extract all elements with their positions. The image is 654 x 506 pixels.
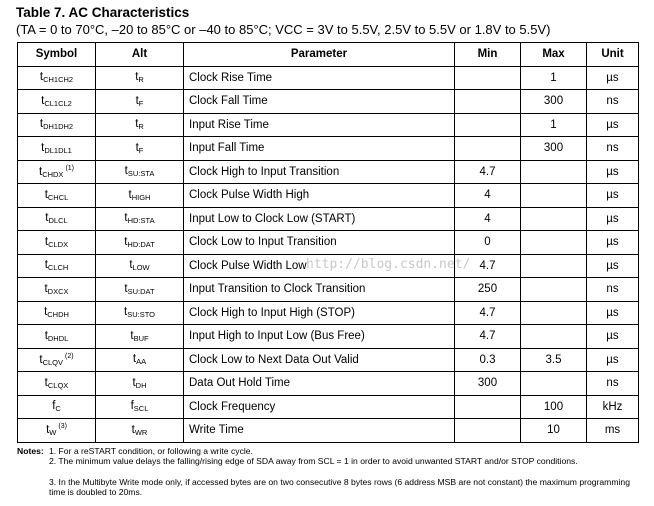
unit-cell: µs — [587, 207, 639, 231]
parameter-cell: Clock Low to Input Transition — [184, 231, 455, 255]
symbol-cell — [18, 113, 96, 137]
min-cell — [455, 419, 521, 443]
header-max: Max — [521, 43, 587, 67]
symbol-cell — [18, 372, 96, 396]
alt-subscript: SCL — [133, 404, 149, 414]
table-row — [18, 207, 639, 231]
max-cell — [521, 207, 587, 231]
max-cell — [521, 372, 587, 396]
max-cell — [521, 325, 587, 349]
symbol-subscript: CH1CH2 — [43, 75, 74, 85]
alt-cell — [96, 301, 184, 325]
symbol-cell — [18, 90, 96, 114]
symbol-subscript: CLDX — [48, 239, 69, 249]
alt-letter: t — [132, 376, 136, 389]
alt-letter: t — [124, 212, 128, 225]
symbol-cell — [18, 301, 96, 325]
parameter-cell: Input Transition to Clock Transition — [184, 278, 455, 302]
symbol-note-ref: (1) — [65, 164, 75, 172]
note-3: 3. In the Multibyte Write mode only, if accessed bytes are on two consecutive 8 bytes rows (6 address MSB are not constant) the maximum programming time is doubled to 20ms. — [49, 477, 630, 498]
max-cell — [521, 160, 587, 184]
parameter-cell: Clock Rise Time — [184, 66, 455, 90]
alt-cell — [96, 419, 184, 443]
alt-subscript: HD:DAT — [127, 239, 155, 249]
symbol-letter: t — [45, 212, 49, 225]
symbol-letter: t — [44, 259, 48, 272]
max-cell: 10 — [521, 419, 587, 443]
unit-cell: µs — [587, 66, 639, 90]
symbol-cell — [18, 160, 96, 184]
unit-cell: µs — [587, 184, 639, 208]
symbol-subscript: DHDL — [47, 333, 69, 343]
symbol-letter: t — [46, 424, 50, 437]
max-cell: 300 — [521, 137, 587, 161]
max-cell: 100 — [521, 395, 587, 419]
min-cell: 4.7 — [455, 325, 521, 349]
parameter-cell: Clock Pulse Width High — [184, 184, 455, 208]
min-cell: 0.3 — [455, 348, 521, 372]
table-row — [18, 113, 639, 137]
symbol-subscript: CHDH — [47, 310, 69, 320]
symbol-subscript: CHDX — [42, 169, 64, 179]
header-alt: Alt — [96, 43, 184, 67]
unit-cell: µs — [587, 160, 639, 184]
symbol-letter: f — [52, 400, 56, 413]
alt-letter: t — [128, 188, 132, 201]
alt-subscript: AA — [136, 357, 147, 367]
alt-cell — [96, 90, 184, 114]
symbol-cell — [18, 395, 96, 419]
unit-cell: µs — [587, 231, 639, 255]
symbol-note-ref: (2) — [65, 352, 74, 360]
symbol-note-ref: (3) — [58, 423, 67, 431]
alt-letter: f — [130, 400, 134, 413]
table-row — [18, 66, 639, 90]
parameter-cell: Write Time — [184, 419, 455, 443]
table-row — [18, 419, 639, 443]
unit-cell: ns — [587, 372, 639, 396]
note-1: 1. For a reSTART condition, or following a write cycle. — [49, 446, 253, 456]
max-cell: 3.5 — [521, 348, 587, 372]
alt-subscript: DH — [135, 380, 147, 390]
parameter-cell: Clock High to Input Transition — [184, 160, 455, 184]
symbol-subscript: DXCX — [47, 286, 69, 296]
alt-cell — [96, 348, 184, 372]
symbol-letter: t — [41, 141, 45, 154]
symbol-letter: t — [41, 94, 45, 107]
parameter-cell: Clock Fall Time — [184, 90, 455, 114]
symbol-subscript: W — [49, 428, 57, 438]
table-row — [18, 231, 639, 255]
table-body — [18, 66, 639, 442]
alt-cell — [96, 254, 184, 278]
alt-cell — [96, 372, 184, 396]
alt-subscript: HIGH — [131, 192, 151, 202]
alt-letter: t — [130, 329, 134, 342]
symbol-cell — [18, 325, 96, 349]
header-row — [18, 43, 639, 67]
header-parameter: Parameter — [184, 43, 455, 67]
alt-cell — [96, 278, 184, 302]
parameter-cell: Clock Low to Next Data Out Valid — [184, 348, 455, 372]
alt-letter: t — [135, 71, 139, 84]
alt-cell — [96, 160, 184, 184]
max-cell — [521, 301, 587, 325]
alt-cell — [96, 66, 184, 90]
alt-subscript: R — [138, 75, 144, 85]
alt-cell — [96, 325, 184, 349]
symbol-subscript: CL1CL2 — [44, 98, 72, 108]
max-cell: 1 — [521, 113, 587, 137]
symbol-letter: t — [44, 188, 48, 201]
table-row — [18, 395, 639, 419]
header-min: Min — [455, 43, 521, 67]
symbol-letter: t — [39, 353, 43, 366]
unit-cell: µs — [587, 254, 639, 278]
unit-cell: µs — [587, 325, 639, 349]
alt-subscript: SU:STA — [127, 169, 155, 179]
min-cell: 4.7 — [455, 160, 521, 184]
symbol-letter: t — [44, 306, 48, 319]
alt-letter: t — [135, 118, 139, 131]
min-cell — [455, 113, 521, 137]
unit-cell: µs — [587, 301, 639, 325]
max-cell — [521, 254, 587, 278]
notes-label: Notes: — [17, 446, 44, 456]
symbol-subscript: CHCL — [47, 192, 69, 202]
alt-cell — [96, 113, 184, 137]
alt-subscript: HD:STA — [127, 216, 155, 226]
min-cell — [455, 90, 521, 114]
header-symbol: Symbol — [18, 43, 96, 67]
table-row — [18, 278, 639, 302]
table-row — [18, 348, 639, 372]
alt-subscript: BUF — [133, 333, 149, 343]
max-cell: 1 — [521, 66, 587, 90]
symbol-subscript: DLCL — [48, 216, 68, 226]
symbol-letter: t — [44, 282, 48, 295]
symbol-subscript: CLQX — [47, 380, 69, 390]
table-row — [18, 184, 639, 208]
table-row — [18, 137, 639, 161]
min-cell: 0 — [455, 231, 521, 255]
symbol-cell — [18, 419, 96, 443]
note-2: 2. The minimum value delays the falling/rising edge of SDA away from SCL = 1 in order to avoid unwanted START and/or STOP conditions. — [49, 456, 578, 466]
symbol-cell — [18, 278, 96, 302]
parameter-cell: Input Rise Time — [184, 113, 455, 137]
alt-subscript: R — [138, 122, 144, 132]
symbol-subscript: CLQV — [42, 357, 64, 367]
alt-cell — [96, 395, 184, 419]
min-cell: 4 — [455, 207, 521, 231]
table-row — [18, 90, 639, 114]
alt-letter: t — [124, 282, 128, 295]
alt-subscript: SU:DAT — [127, 286, 155, 296]
symbol-cell — [18, 184, 96, 208]
ac-characteristics-table — [17, 42, 639, 443]
alt-subscript: F — [138, 145, 144, 155]
alt-letter: t — [124, 165, 128, 178]
min-cell: 300 — [455, 372, 521, 396]
parameter-cell: Clock High to Input High (STOP) — [184, 301, 455, 325]
max-cell: 300 — [521, 90, 587, 114]
alt-letter: t — [129, 259, 133, 272]
parameter-cell: Input Low to Clock Low (START) — [184, 207, 455, 231]
symbol-subscript: DL1DL1 — [44, 145, 72, 155]
unit-cell: kHz — [587, 395, 639, 419]
symbol-letter: t — [39, 71, 44, 84]
symbol-letter: t — [39, 118, 44, 131]
min-cell: 4.7 — [455, 254, 521, 278]
symbol-subscript: C — [55, 404, 61, 414]
alt-cell — [96, 184, 184, 208]
max-cell — [521, 231, 587, 255]
parameter-cell: Data Out Hold Time — [184, 372, 455, 396]
table-row — [18, 160, 639, 184]
alt-subscript: LOW — [132, 263, 150, 273]
parameter-cell: Input High to Input Low (Bus Free) — [184, 325, 455, 349]
symbol-cell — [18, 137, 96, 161]
parameter-cell: Input Fall Time — [184, 137, 455, 161]
alt-cell — [96, 231, 184, 255]
unit-cell: ns — [587, 90, 639, 114]
watermark: http://blog.csdn.net/ — [306, 257, 471, 272]
symbol-letter: t — [44, 376, 48, 389]
symbol-letter: t — [44, 329, 48, 342]
min-cell: 4 — [455, 184, 521, 208]
table-title: Table 7. AC Characteristics — [16, 5, 190, 20]
symbol-cell — [18, 207, 96, 231]
parameter-cell: Clock Frequency — [184, 395, 455, 419]
header-unit: Unit — [587, 43, 639, 67]
unit-cell: ns — [587, 137, 639, 161]
unit-cell: µs — [587, 113, 639, 137]
alt-letter: t — [131, 423, 135, 436]
alt-letter: t — [135, 94, 139, 107]
min-cell — [455, 137, 521, 161]
table-row — [18, 301, 639, 325]
max-cell — [521, 184, 587, 208]
min-cell: 250 — [455, 278, 521, 302]
min-cell — [455, 395, 521, 419]
alt-cell — [96, 207, 184, 231]
symbol-subscript: DH1DH2 — [43, 122, 74, 132]
alt-letter: t — [124, 306, 128, 319]
unit-cell: ms — [587, 419, 639, 443]
min-cell — [455, 66, 521, 90]
alt-subscript: WR — [134, 427, 148, 437]
alt-cell — [96, 137, 184, 161]
alt-letter: t — [124, 235, 128, 248]
unit-cell: ns — [587, 278, 639, 302]
table-row — [18, 325, 639, 349]
max-cell — [521, 278, 587, 302]
min-cell: 4.7 — [455, 301, 521, 325]
alt-subscript: SU:STO — [127, 310, 155, 320]
table-subtitle: (TA = 0 to 70°C, –20 to 85°C or –40 to 85°C; VCC = 3V to 5.5V, 2.5V to 5.5V or 1.8V to 5.5V) — [16, 22, 551, 37]
symbol-cell — [18, 231, 96, 255]
symbol-cell — [18, 348, 96, 372]
symbol-cell — [18, 66, 96, 90]
parameter-cell: Clock Pulse Width Low — [184, 254, 455, 278]
alt-letter: t — [135, 141, 139, 154]
alt-letter: t — [132, 353, 137, 366]
unit-cell: µs — [587, 348, 639, 372]
alt-subscript: F — [138, 98, 144, 108]
symbol-subscript: CLCH — [47, 263, 69, 273]
symbol-cell — [18, 254, 96, 278]
symbol-letter: t — [44, 235, 49, 248]
table-row — [18, 372, 639, 396]
symbol-letter: t — [38, 165, 43, 178]
